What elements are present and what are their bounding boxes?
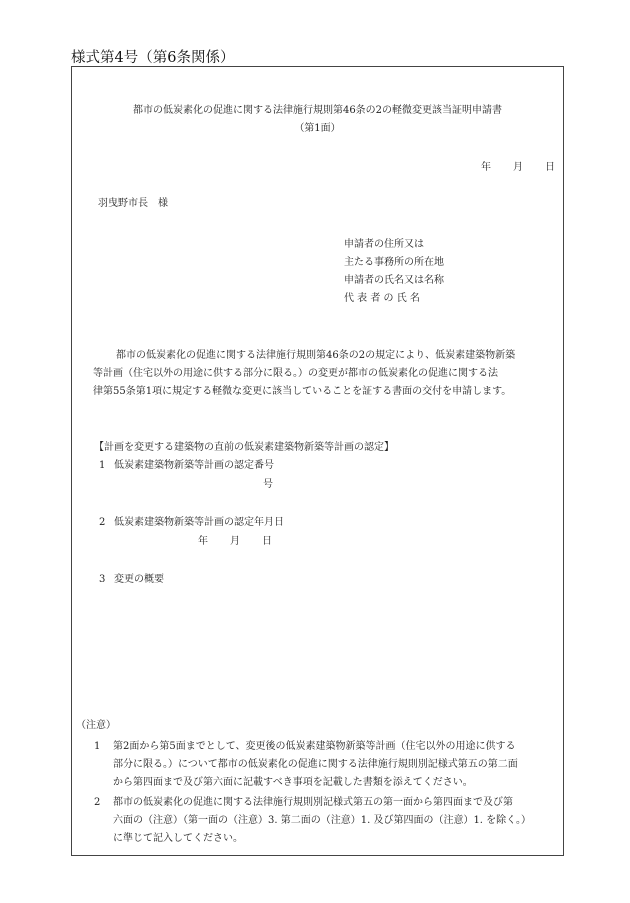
note-1-number: 1: [94, 741, 101, 752]
applicant-name-label: 申請者の氏名又は名称: [344, 275, 444, 286]
item-3-label: 変更の概要: [114, 574, 164, 585]
item-1-label: 低炭素建築物新築等計画の認定番号: [114, 460, 274, 471]
form-page-indicator: （第1面）: [294, 123, 341, 134]
form-title: 都市の低炭素化の促進に関する法律施行規則第46条の2の軽微変更該当証明申請書: [132, 105, 503, 116]
item-1-number: 1: [99, 460, 106, 471]
certification-date-month: 月: [230, 536, 240, 547]
section-heading: 【計画を変更する建築物の直前の低炭素建築物新築等計画の認定】: [94, 442, 394, 453]
certification-date-day: 日: [262, 536, 272, 547]
form-number-label: 様式第4号（第6条関係）: [71, 50, 235, 66]
note-2-line-3: に準じて記入してください。: [113, 833, 243, 844]
item-2-number: 2: [99, 517, 106, 528]
representative-name-label: 代 表 者 の 氏 名: [344, 293, 420, 304]
date-month-label: 月: [513, 162, 523, 173]
note-2-line-2: 六面の（注意）（第一面の（注意）3. 第二面の（注意）1. 及び第四面の（注意）1. を除く。）: [113, 815, 531, 826]
certification-date-year: 年: [198, 536, 208, 547]
applicant-office-label: 主たる事務所の所在地: [344, 257, 444, 268]
date-year-label: 年: [481, 162, 491, 173]
body-text-line-2: 等計画（住宅以外の用途に供する部分に限る。）の変更が都市の低炭素化の促進に関する法: [93, 368, 498, 379]
applicant-address-label: 申請者の住所又は: [344, 239, 424, 250]
date-day-label: 日: [545, 162, 555, 173]
note-2-line-1: 都市の低炭素化の促進に関する法律施行規則別記様式第五の第一面から第四面まで及び第: [113, 797, 513, 808]
note-1-line-1: 第2面から第5面までとして、変更後の低炭素建築物新築等計画（住宅以外の用途に供する: [113, 741, 516, 752]
item-2-label: 低炭素建築物新築等計画の認定年月日: [114, 517, 284, 528]
note-2-number: 2: [94, 797, 101, 808]
body-text-line-3: 律第55条第1項に規定する軽微な変更に該当していることを証する書面の交付を申請します。: [93, 386, 512, 397]
notes-heading: （注意）: [76, 720, 116, 731]
item-3-number: 3: [99, 574, 106, 585]
certification-number-suffix: 号: [263, 479, 273, 490]
note-1-line-2: 部分に限る。）について都市の低炭素化の促進に関する法律施行規則別記様式第五の第二面: [113, 759, 518, 770]
body-text-line-1: 都市の低炭素化の促進に関する法律施行規則第46条の2の規定により、低炭素建築物新築: [116, 350, 516, 361]
note-1-line-3: から第四面まで及び第六面に記載すべき事項を記載した書類を添えてください。: [113, 777, 473, 788]
addressee: 羽曳野市長 様: [98, 198, 168, 209]
